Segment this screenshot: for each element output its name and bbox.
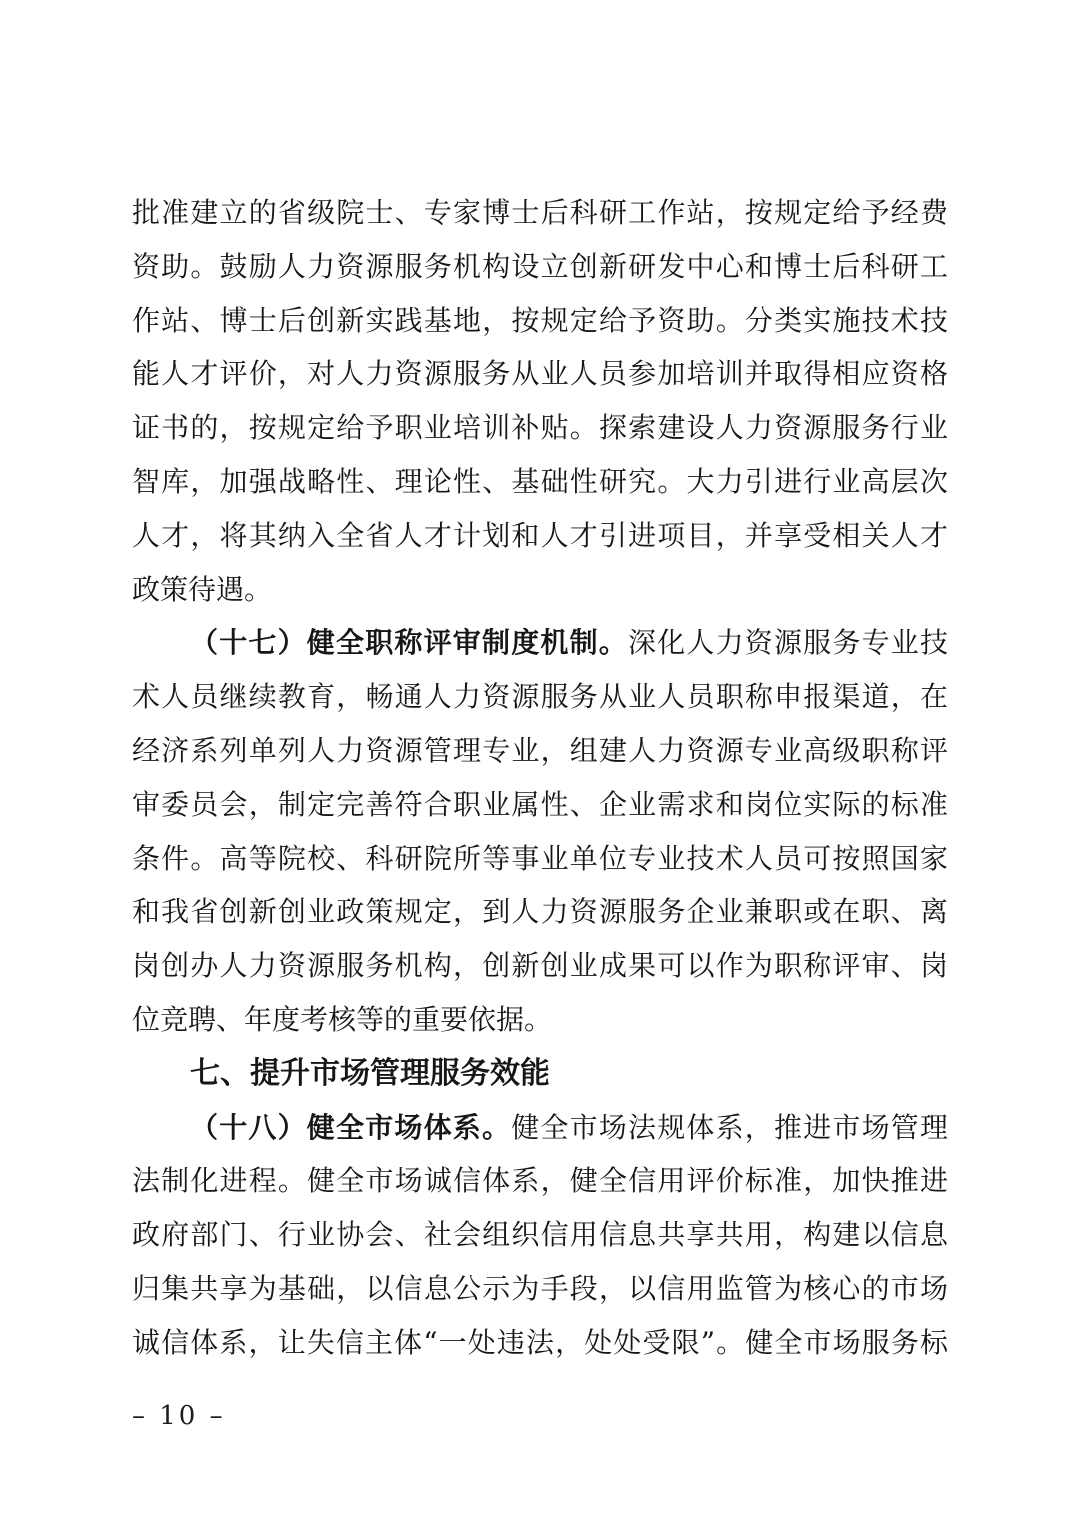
text-line: 批准建立的省级院士、专家博士后科研工作站，按规定给予经费 (132, 196, 948, 229)
paragraph-18-first-line (132, 1101, 948, 1155)
page-number: – 10 – (132, 1401, 226, 1431)
text-line: 位竞聘、年度考核等的重要依据。 (132, 1002, 553, 1036)
text-line: 人才，将其纳入全省人才计划和人才引进项目，并享受相关人才 (132, 518, 948, 552)
text-line: 审委员会，制定完善符合职业属性、企业需求和岗位实际的标准 (132, 787, 948, 821)
text-line: 政策待遇。 (132, 572, 273, 606)
section-heading: 七、提升市场管理服务效能 (190, 1055, 550, 1091)
text-line: 法制化进程。健全市场诚信体系，健全信用评价标准，加快推进 (132, 1164, 948, 1198)
text-line: 条件。高等院校、科研院所等事业单位专业技术人员可按照国家 (132, 841, 948, 875)
text-line: 归集共享为基础，以信息公示为手段，以信用监管为核心的市场 (132, 1271, 948, 1305)
text-line: 政府部门、行业协会、社会组织信用信息共享共用，构建以信息 (132, 1218, 948, 1252)
text-line: 资助。鼓励人力资源服务机构设立创新研发中心和博士后科研工 (132, 249, 948, 283)
text-line: 术人员继续教育，畅通人力资源服务从业人员职称申报渠道，在 (132, 680, 948, 714)
paragraph-17-first-line (132, 616, 948, 670)
text-line: 智库，加强战略性、理论性、基础性研究。大力引进行业高层次 (132, 464, 948, 498)
text-line: 作站、博士后创新实践基地，按规定给予资助。分类实施技术技 (132, 303, 948, 337)
text-line: 证书的，按规定给予职业培训补贴。探索建设人力资源服务行业 (132, 411, 948, 445)
paragraph-18-rest: 健全市场法规体系，推进市场管理 (511, 1110, 948, 1144)
paragraph-17-lead: （十七）健全职称评审制度机制。 (190, 626, 628, 660)
paragraph-17-rest: 深化人力资源服务专业技 (627, 626, 948, 660)
paragraph-18-lead: （十八）健全市场体系。 (190, 1110, 512, 1144)
text-line: 经济系列单列人力资源管理专业，组建人力资源专业高级职称评 (132, 733, 948, 767)
text-line: 和我省创新创业政策规定，到人力资源服务企业兼职或在职、离 (132, 895, 948, 929)
document-body (132, 186, 948, 1370)
text-line: 诚信体系，让失信主体“一处违法，处处受限”。健全市场服务标 (132, 1325, 948, 1359)
text-line: 岗创办人力资源服务机构，创新创业成果可以作为职称评审、岗 (132, 949, 948, 983)
text-line: 能人才评价，对人力资源服务从业人员参加培训并取得相应资格 (132, 357, 948, 391)
